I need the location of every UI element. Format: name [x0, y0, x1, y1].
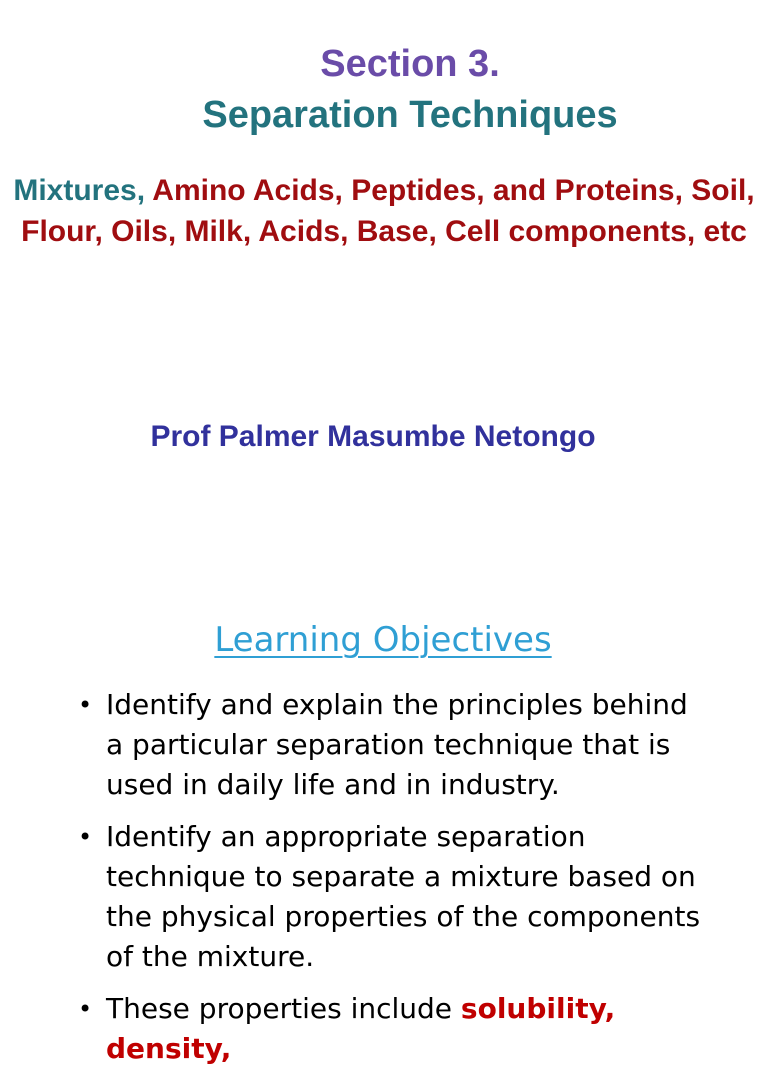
list-item [78, 989, 712, 1069]
learning-objectives-heading: Learning Objectives [214, 620, 552, 660]
page-title: Separation Techniques [202, 94, 618, 136]
list-item-text: These properties include [106, 992, 461, 1025]
list-item-text: Identify an appropriate separation technique to separate a mixture based on the physical properties of the components of the mixture. [106, 820, 701, 973]
subtitle [0, 170, 768, 252]
list-item [78, 817, 712, 977]
bullet-icon: • [78, 691, 93, 719]
list-item [78, 685, 712, 805]
page-title-section: Section 3. [320, 43, 500, 85]
bullet-icon: • [78, 823, 93, 851]
subtitle-mixtures: Mixtures, [13, 174, 153, 207]
highlighted-properties: solubility, density, [106, 992, 616, 1065]
learning-objectives-list [78, 685, 712, 1081]
bullet-icon: • [78, 995, 93, 1023]
subtitle-topics: Amino Acids, Peptides, and Proteins, Soil, Flour, Oils, Milk, Acids, Base, Cell components, etc [21, 174, 755, 248]
list-item-text: Identify and explain the principles behind a particular separation technique that is used in daily life and in industry. [106, 688, 688, 801]
author-name: Prof Palmer Masumbe Netongo [150, 420, 596, 453]
